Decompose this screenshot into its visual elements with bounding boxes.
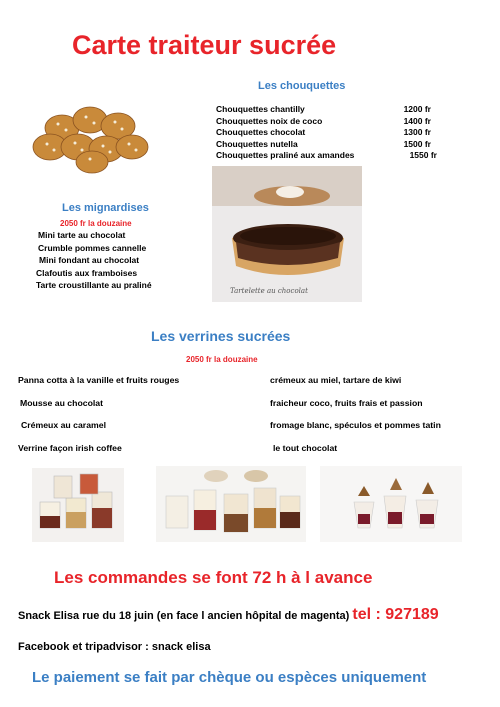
list-item: Tarte croustillante au praliné — [36, 280, 152, 290]
mignardises-heading: Les mignardises — [62, 202, 149, 214]
list-item: Chouquettes noix de coco 1400 fr — [216, 115, 431, 126]
list-item: Mini tarte au chocolat — [38, 230, 126, 240]
verrines-photo-3 — [320, 466, 462, 542]
address-text: Snack Elisa rue du 18 juin (en face l ancien hôpital de magenta) — [18, 610, 350, 622]
address-line — [18, 606, 439, 624]
verrines-right-list — [270, 375, 441, 465]
tartelette-caption: Tartelette au chocolat — [230, 287, 308, 295]
list-item: Mousse au chocolat — [20, 397, 104, 408]
list-item: Crémeux au caramel — [21, 420, 106, 430]
list-item: Clafoutis aux framboises — [36, 267, 138, 278]
verrines-price: 2050 fr la douzaine — [186, 355, 258, 364]
list-item: Chouquettes chantilly 1200 fr — [216, 104, 431, 114]
verrines-photo-2 — [156, 466, 306, 542]
payment-notice: Le paiement se fait par chèque ou espèces uniquement — [32, 669, 427, 686]
verrines-left-list — [18, 375, 179, 465]
chouquettes-heading: Les chouquettes — [258, 80, 346, 92]
list-item: fraicheur coco, fruits frais et passion — [270, 397, 423, 408]
phone-number: tel : 927189 — [352, 606, 439, 623]
list-item: fromage blanc, spéculos et pommes tatin — [270, 420, 441, 430]
tartelette-photo — [212, 166, 362, 302]
list-item: Chouquettes praliné aux amandes 1550 fr — [216, 150, 437, 160]
list-item: le tout chocolat — [273, 442, 338, 453]
mignardises-list — [36, 229, 152, 292]
chouquettes-list — [216, 104, 437, 162]
verrines-heading: Les verrines sucrées — [151, 328, 291, 344]
social-line: Facebook et tripadvisor : snack elisa — [18, 641, 211, 653]
list-item: Panna cotta à la vanille et fruits rouges — [18, 375, 180, 385]
list-item: crémeux au miel, tartare de kiwi — [270, 375, 402, 385]
page-title: Carte traiteur sucrée — [72, 30, 337, 60]
verrines-photo-1 — [32, 468, 124, 542]
list-item: Chouquettes nutella 1500 fr — [216, 138, 431, 149]
chouquettes-photo — [20, 92, 160, 182]
list-item: Crumble pommes cannelle — [38, 242, 147, 253]
list-item: Chouquettes chocolat 1300 fr — [216, 127, 431, 137]
list-item: Mini fondant au chocolat — [39, 255, 140, 265]
list-item: Verrine façon irish coffee — [18, 442, 122, 453]
mignardises-price: 2050 fr la douzaine — [60, 219, 132, 228]
orders-notice: Les commandes se font 72 h à l avance — [54, 568, 373, 587]
